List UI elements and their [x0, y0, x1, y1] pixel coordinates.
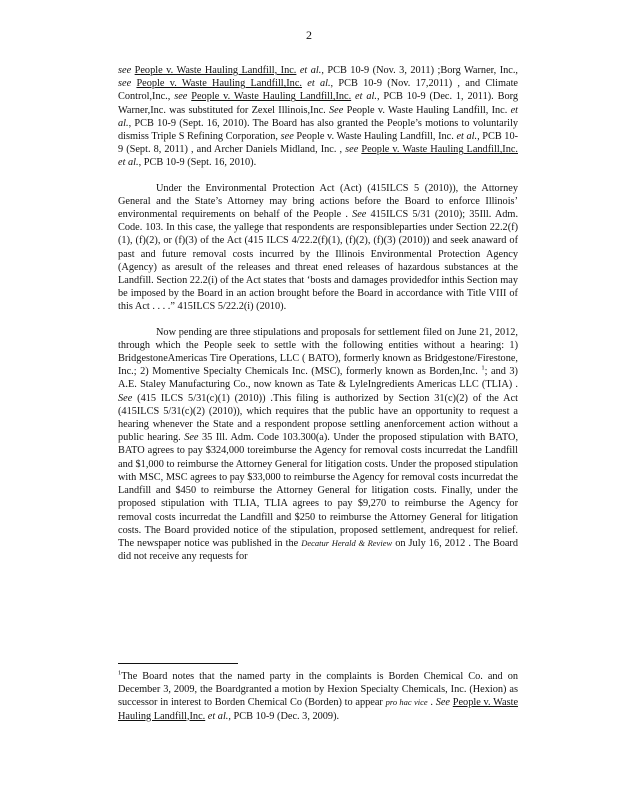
text-span: on July 16, 2012 . The Board did not receive any requests for: [118, 537, 519, 563]
citation-signal: see: [345, 144, 359, 156]
case-name: People v. Waste Hauling Landfill,Inc.: [136, 78, 302, 90]
latin-phrase: pro hac vice: [385, 697, 428, 708]
text-span: .: [430, 697, 433, 709]
text-span: Under the Environmental Protection Act (Act) (415ILCS 5 (2010)), the Attorney General and the State’s Attorney may bring actions before the Board to enforce Illinois’ environmental requirements on behalf of the People .: [118, 182, 518, 221]
case-name: People v. Waste Hauling Landfill,Inc.: [191, 91, 352, 103]
et-al: et al.: [299, 65, 322, 76]
text-span: ; and 3) A.E. Staley Manufacturing Co., now known as Tate & LyleIngredients Americas LLC (TLIA) .: [118, 366, 518, 391]
citation-signal: See: [118, 392, 133, 404]
citation-signal: see: [174, 91, 188, 103]
text-span: The Board notes that the named party in the complaints is Borden Chemical Co. and on December 3, 2009, the Boardgranted a motion by Hexion Specialty Chemicals, Inc. (Hexion) as successor in interest to Borden Chemical Co (Borden) to appear: [118, 671, 518, 709]
text-span: , PCB 10-9 (Dec. 3, 2009).: [228, 710, 340, 722]
citation-signal: see: [118, 65, 132, 76]
page-number: 2: [306, 28, 312, 42]
newspaper-name: Decatur Herald & Review: [301, 537, 393, 548]
text-span: , PCB 10-9 (Sept. 16, 2010). The Board has also granted the People’s motions to voluntarily dismiss Triple S Refining Corporation,: [118, 117, 518, 143]
et-al: et al.: [355, 91, 377, 103]
citation-signal: see: [280, 131, 294, 143]
case-name: People v. Waste Hauling Landfill, Inc.: [134, 65, 297, 76]
case-name: People v. Waste Hauling Landfill,Inc.: [361, 144, 518, 156]
footnote: [118, 670, 518, 723]
citation-signal: See: [435, 697, 450, 709]
case-name: People v. Waste Hauling Landfill,Inc.: [118, 697, 519, 722]
et-al: et al.: [307, 78, 331, 90]
text-span: (415 ILCS 5/31(c)(1) (2010)) .This filing is authorized by Section 31(c)(2) of the Act (415ILCS 5/31(c)(2) (2010)), which requires that the public have an opportunity to request a hearing whenever the State and a respondent propose settling anenforcement action without a public hearing.: [118, 392, 518, 444]
case-name: People v. Waste Hauling Landfill, Inc.: [296, 131, 454, 143]
text-span: , PCB 10-9 (Nov. 17,2011) , and Climate Control,Inc.,: [118, 78, 518, 103]
text-span: , PCB 10-9 (Sept. 8, 2011) , and Archer Daniels Midland, Inc. ,: [118, 131, 519, 156]
et-al: et al.: [118, 157, 139, 169]
footnote-number: 1: [118, 669, 122, 677]
et-al: et al.: [118, 104, 519, 129]
citation-signal: See: [352, 209, 367, 221]
case-name: People v. Waste Hauling Landfill, Inc.: [346, 104, 508, 116]
text-span: , PCB 10-9 (Dec. 1, 2011). Borg Warner,Inc. was substituted for Zexel Illinois,Inc.: [118, 91, 518, 116]
text-span: , PCB 10-9 (Sept. 16, 2010).: [138, 157, 257, 169]
citation-signal: see: [118, 78, 132, 90]
text-span: , PCB 10-9 (Nov. 3, 2011) ;Borg Warner, Inc.,: [321, 65, 518, 76]
paragraph-2: [118, 182, 518, 314]
citation-signal: See: [184, 432, 199, 444]
document-body: [118, 64, 518, 575]
paragraph-1: [118, 64, 518, 170]
et-al: et al.: [207, 710, 229, 722]
text-span: 35 Ill. Adm. Code 103.300(a). Under the proposed stipulation with BATO, BATO agrees to pay $324,000 toreimburse the Agency for removal costs incurredat the Landfill and $1,000 to reimburse the Attorney General for litigation costs. Under the proposed stipulation with MSC, MSC agrees to pay $33,000 to reimburse the Agency for removal costs incurredat the Landfill and $450 to reimburse the Attorney General for litigation costs. Finally, under the proposed stipulation with TLIA, TLIA agrees to pay $9,270 to reimburse the Agency for removal costs incurredat the Landfill and $250 to reimburse the Attorney General for litigation costs. The Board provided notice of the stipulation, proposed settlement, andrequest for relief. The newspaper notice was published in the: [118, 432, 519, 549]
footnote-reference: 1: [481, 364, 485, 372]
text-span: 415ILCS 5/31 (2010); 35Ill. Adm. Code. 103. In this case, the yallege that respondents are responsibleparties under Section 22.2(f)(1), (f)(2), or (f)(3) of the Act (415 ILCS 4/22.2(f)(1), (f)(2), (f)(3) (2010)) and seek anaward of past and future removal costs incurred by the Illinois Environmental Protection Agency (Agency) as aresult of the releases and threat ened releases of hazardous substances at the Landfill. Section 22.2(i) of the Act states that ‘bosts and damages providedfor inthis Section may be imposed by the Board in an action brought before the Board in accordance with Title VIII of this Act . . . .” 415ILCS 5/22.2(i) (2010).: [118, 209, 519, 313]
footnote-separator: [118, 663, 238, 664]
paragraph-3: [118, 326, 518, 564]
citation-signal: See: [329, 104, 344, 116]
text-span: Now pending are three stipulations and proposals for settlement filed on June 21, 2012, through which the People seek to settle with the following entities without a hearing: 1) BridgestoneAmericas Tire Operations, LLC ( BATO), formerly known as Bridgestone/Firestone, Inc.; 2) Momentive Specialty Chemicals Inc. (MSC), formerly known as Borden,Inc.: [118, 326, 518, 378]
et-al: et al.: [456, 131, 478, 143]
